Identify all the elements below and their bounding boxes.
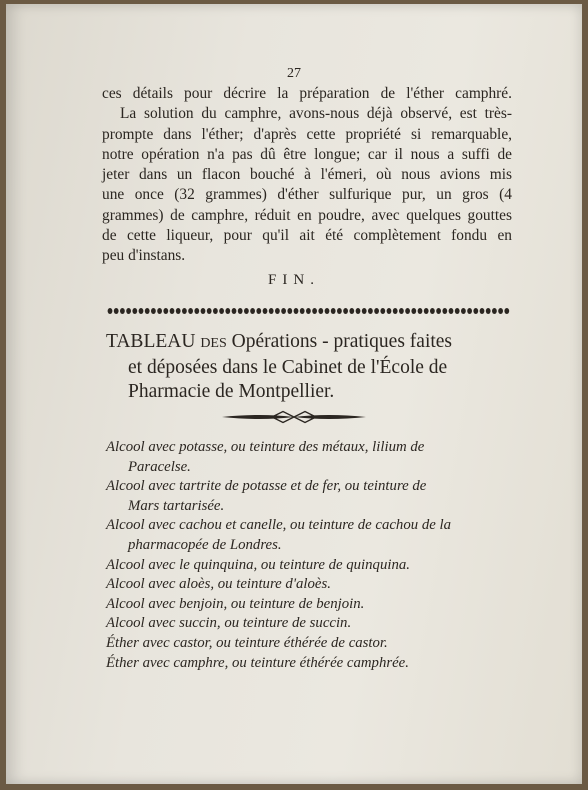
list-item: [106, 575, 526, 595]
divider-dot: [269, 308, 274, 314]
divider-dot: [504, 308, 509, 314]
divider-dot: [194, 308, 199, 314]
paragraph-line: jeter dans un flacon bouché à l'émeri, où nous avions mis: [102, 166, 512, 184]
list-item-text: Alcool avec potasse, ou teinture des métaux, lilium de: [106, 439, 425, 455]
paragraph-line: notre opération n'a pas dû être longue; car il nous a suffi de: [102, 145, 512, 163]
divider-dot: [120, 308, 125, 314]
divider-dot: [256, 308, 261, 314]
list-item-continuation: pharmacopée de Londres.: [128, 536, 282, 553]
divider-dot: [337, 308, 342, 314]
intro-paragraph: [102, 84, 512, 267]
divider-dot: [145, 308, 150, 314]
divider-dot: [238, 308, 243, 314]
list-item: [106, 477, 526, 516]
divider-dot: [232, 308, 237, 314]
divider-dot: [170, 308, 175, 314]
divider-dot: [318, 308, 323, 314]
divider-dot: [176, 308, 181, 314]
list-item: [106, 634, 526, 654]
list-item: [106, 654, 526, 674]
list-item-text: Éther avec castor, ou teinture éthérée de castor.: [106, 634, 388, 651]
divider-dot: [219, 308, 224, 314]
divider-dot: [498, 308, 503, 314]
paragraph-line: ces détails pour décrire la préparation de l'éther camphré.: [102, 85, 512, 102]
divider-dot: [275, 308, 280, 314]
divider-dot: [405, 308, 410, 314]
divider-dot: [263, 308, 268, 314]
divider-dot: [300, 308, 305, 314]
divider-dot: [281, 308, 286, 314]
divider-dot: [207, 308, 212, 314]
heading-line-2: et déposées dans le Cabinet de l'École de: [128, 357, 448, 378]
divider-dot: [312, 308, 317, 314]
list-item-text: Éther avec camphre, ou teinture éthérée camphrée.: [106, 654, 409, 671]
divider-dot: [368, 308, 373, 314]
paragraph-line: prompte dans l'éther; d'après cette propriété si remarquable,: [102, 125, 512, 143]
divider-dot: [108, 308, 113, 314]
divider-dot: [132, 308, 137, 314]
divider-dot: [114, 308, 119, 314]
divider-dot: [436, 308, 441, 314]
divider-dot: [163, 308, 168, 314]
heading-line-3: Pharmacie de Montpellier.: [128, 381, 335, 402]
list-item: [106, 556, 526, 576]
list-item: [106, 595, 526, 615]
divider-dot: [201, 308, 206, 314]
divider-dot: [393, 308, 398, 314]
divider-dot: [151, 308, 156, 314]
divider-dot: [349, 308, 354, 314]
divider-dot: [356, 308, 361, 314]
list-item: [106, 614, 526, 634]
divider-dot: [294, 308, 299, 314]
divider-dot: [250, 308, 255, 314]
list-item-text: Alcool avec cachou et canelle, ou teinture de cachou de la: [106, 517, 451, 534]
divider-dot: [126, 308, 131, 314]
divider-dot: [461, 308, 466, 314]
tableau-word: TABLEAU: [106, 331, 196, 352]
divider-dot: [430, 308, 435, 314]
divider-dot: [157, 308, 162, 314]
divider-dot: [362, 308, 367, 314]
paragraph-line: La solution du camphre, avons-nous déjà observé, est très-: [120, 105, 512, 123]
divider-dot: [331, 308, 336, 314]
list-item: [106, 516, 526, 555]
divider-dot: [380, 308, 385, 314]
list-item-text: Alcool avec tartrite de potasse et de fer, ou teinture de: [106, 478, 427, 495]
paragraph-line: peu d'instans.: [102, 247, 186, 265]
list-item-text: Alcool avec le quinquina, ou teinture de quinquina.: [106, 556, 410, 573]
divider-dot: [399, 308, 404, 314]
preparations-list: [106, 438, 526, 673]
list-item-text: Alcool avec aloès, ou teinture d'aloès.: [106, 576, 331, 593]
heading-line-1: [106, 331, 452, 352]
divider-dot: [449, 308, 454, 314]
divider-dot: [480, 308, 485, 314]
divider-dot: [244, 308, 249, 314]
list-item-text: Alcool avec succin, ou teinture de succin.: [106, 615, 352, 632]
paragraph-line: grammes) de camphre, réduit en poudre, avec quelques gouttes: [102, 206, 512, 224]
divider-dot: [387, 308, 392, 314]
divider-dot: [182, 308, 187, 314]
divider-dot: [325, 308, 330, 314]
divider-dot: [213, 308, 218, 314]
paragraph-line: une once (32 grammes) d'éther sulfurique pur, un gros (4: [102, 186, 512, 204]
divider-dot: [343, 308, 348, 314]
heading-line-1-rest: Opérations - pratiques faites: [231, 331, 453, 352]
book-page: [6, 4, 582, 784]
list-item: [106, 438, 526, 477]
divider-dot: [306, 308, 311, 314]
divider-dot: [442, 308, 447, 314]
divider-dot: [492, 308, 497, 314]
list-item-text: Alcool avec benjoin, ou teinture de benjoin.: [106, 595, 365, 612]
divider-dot: [374, 308, 379, 314]
divider-dot: [473, 308, 478, 314]
des-word: DES: [200, 336, 227, 351]
table-heading: [106, 330, 526, 404]
dotted-rule-divider: [106, 300, 514, 322]
divider-dot: [486, 308, 491, 314]
divider-dot: [225, 308, 230, 314]
page-number: 27: [287, 66, 301, 81]
ornamental-rule: [220, 408, 368, 426]
divider-dot: [287, 308, 292, 314]
divider-dot: [424, 308, 429, 314]
divider-dot: [455, 308, 460, 314]
fin-heading: FIN.: [268, 272, 320, 288]
list-item-continuation: Mars tartarisée.: [128, 497, 225, 514]
divider-dot: [139, 308, 144, 314]
list-item-continuation: Paracelse.: [128, 458, 191, 475]
divider-dot: [418, 308, 423, 314]
paragraph-line: de cette liqueur, pour qu'il ait été complètement fondu en: [102, 227, 512, 245]
divider-dot: [467, 308, 472, 314]
divider-dot: [411, 308, 416, 314]
divider-dot: [188, 308, 193, 314]
